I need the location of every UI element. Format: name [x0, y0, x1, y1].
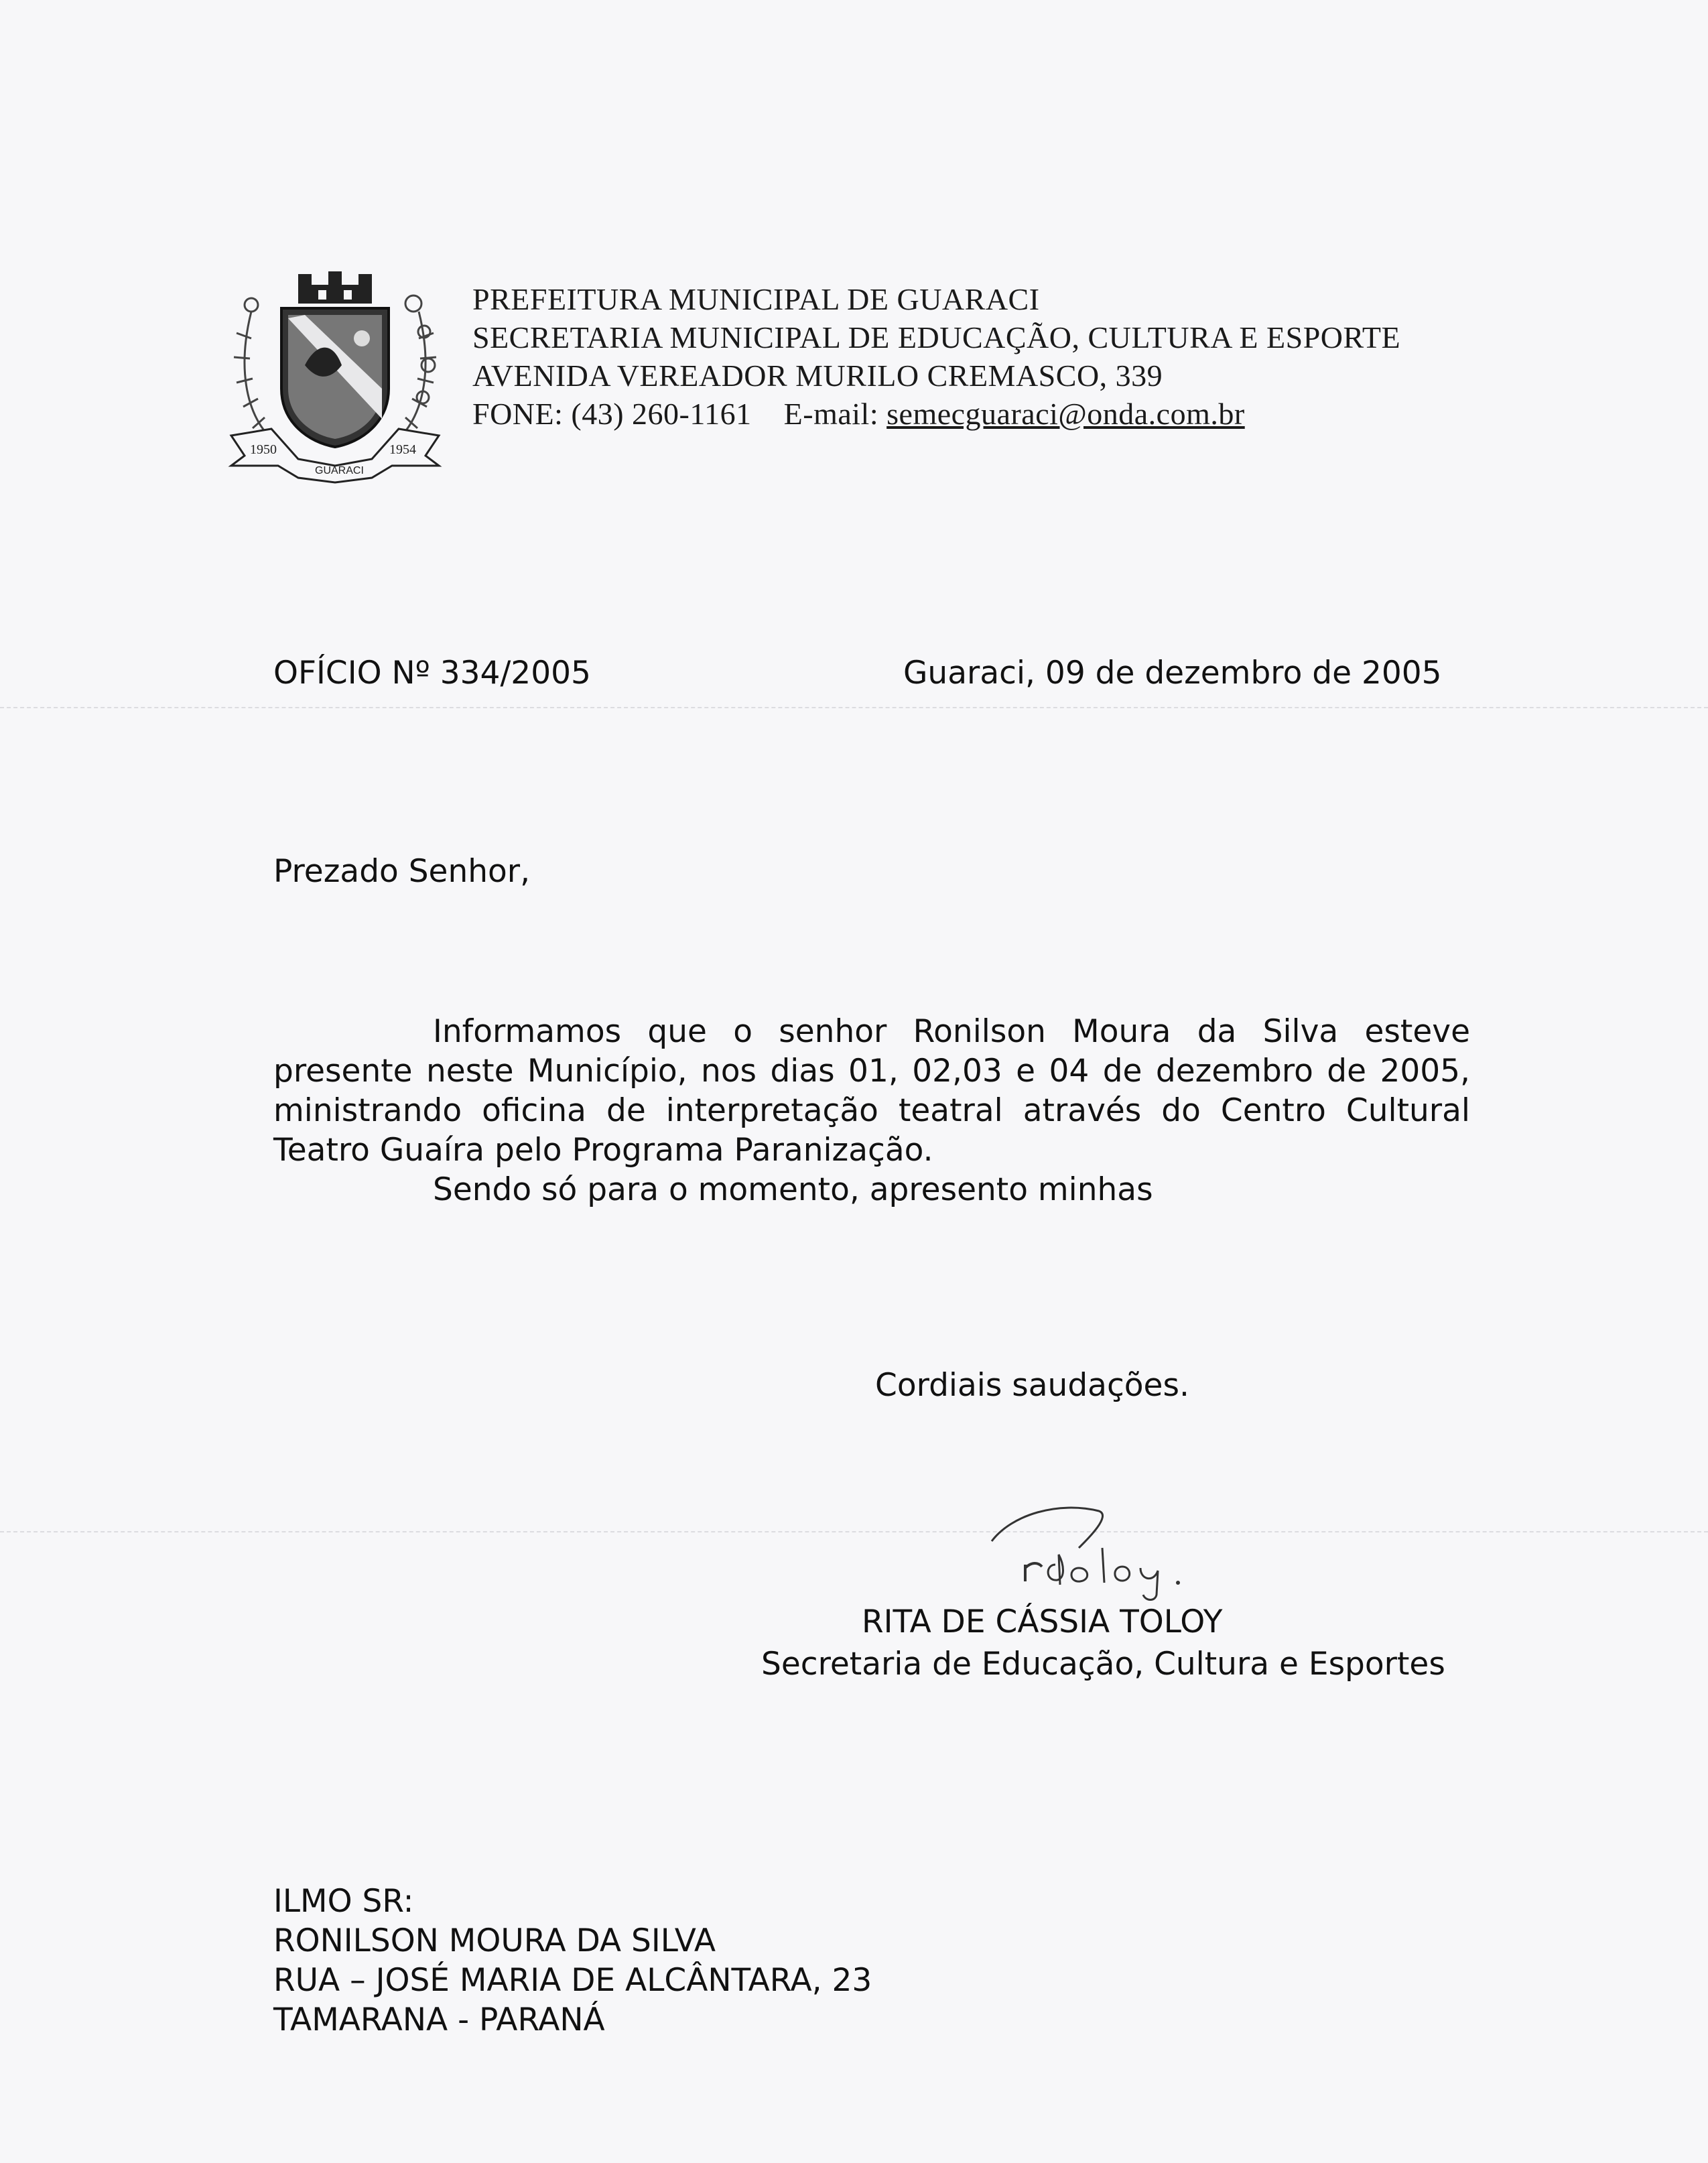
handwritten-signature-icon — [985, 1501, 1233, 1601]
letter-body-paragraph: Informamos que o senhor Ronilson Moura da Silva esteve presente neste Município, nos dias 01, 02,03 e 04 de dezembro de 2005, ministrando oficina de interpretação teatral através do Centro Cultural Teatro Guaíra pelo Programa Paranização. — [273, 1013, 1470, 1169]
letterhead-contact — [472, 395, 1400, 433]
letter-closing-line: Sendo só para o momento, apresento minhas — [433, 1171, 1153, 1208]
fold-line — [0, 707, 1708, 708]
signer-name: RITA DE CÁSSIA TOLOY — [862, 1603, 1223, 1640]
recipient-street: RUA – JOSÉ MARIA DE ALCÂNTARA, 23 — [273, 1962, 872, 1999]
letterhead-department: SECRETARIA MUNICIPAL DE EDUCAÇÃO, CULTURA E ESPORTE — [472, 320, 1401, 354]
crest-year-left: 1950 — [250, 442, 277, 457]
recipient-city: TAMARANA - PARANÁ — [273, 2002, 605, 2038]
municipal-coat-of-arms-icon — [224, 265, 446, 486]
letter-greeting: Cordiais saudações. — [875, 1367, 1189, 1404]
letterhead-municipality: PREFEITURA MUNICIPAL DE GUARACI — [472, 282, 1040, 316]
fold-line — [0, 1531, 1708, 1532]
letter-reference-number: OFÍCIO Nº 334/2005 — [273, 655, 591, 692]
letterhead-phone: FONE: (43) 260-1161 — [472, 397, 752, 431]
crest-ribbon-text: GUARACI — [315, 465, 364, 476]
recipient-address-block — [273, 1882, 872, 2040]
letterhead-address: AVENIDA VEREADOR MURILO CREMASCO, 339 — [472, 358, 1163, 393]
letter-salutation: Prezado Senhor, — [273, 853, 531, 890]
letterhead-email-label: E-mail: — [783, 397, 879, 431]
letter-date: Guaraci, 09 de dezembro de 2005 — [903, 655, 1442, 692]
crest-year-right: 1954 — [389, 442, 416, 457]
letterhead — [472, 280, 1400, 433]
recipient-name: RONILSON MOURA DA SILVA — [273, 1922, 716, 1959]
letterhead-email-link[interactable]: semecguaraci@onda.com.br — [886, 397, 1245, 431]
recipient-label: ILMO SR: — [273, 1883, 414, 1920]
signer-role: Secretaria de Educação, Cultura e Esportes — [761, 1646, 1445, 1683]
